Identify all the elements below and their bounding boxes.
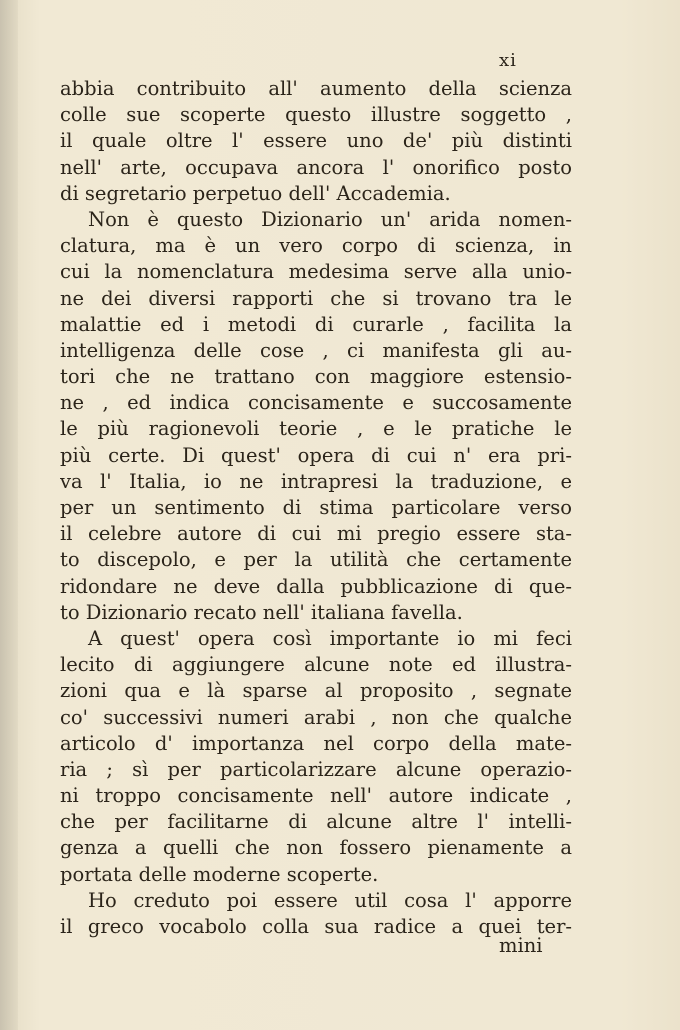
text-line: A quest' opera così importante io mi feci <box>88 626 572 650</box>
text-line: portata delle moderne scoperte. <box>60 862 379 886</box>
text-line: per un sentimento di stima particolare verso <box>60 496 572 519</box>
text-line: clatura, ma è un vero corpo di scienza, in <box>60 234 572 258</box>
text-line: che per facilitarne di alcune altre l' intelli- <box>60 810 572 834</box>
text-line: abbia contribuito all' aumento della scienza <box>60 77 572 100</box>
body-text <box>60 76 572 940</box>
page-number: xi <box>499 50 517 71</box>
text-line: co' successivi numeri arabi , non che qualche <box>60 705 572 729</box>
catchword: mini <box>499 934 543 957</box>
text-line: cui la nomenclatura medesima serve alla unio- <box>60 260 572 284</box>
text-line: nell' arte, occupava ancora l' onorifico posto <box>60 155 572 179</box>
text-line: ne , ed indica concisamente e succosamente <box>60 391 572 415</box>
text-line: ria ; sì per particolarizzare alcune operazio- <box>60 757 572 781</box>
page-binding-edge <box>0 0 18 1030</box>
text-line: Ho creduto poi essere util cosa l' apporre <box>88 888 572 912</box>
text-line: to discepolo, e per la utilità che certamente <box>60 548 572 572</box>
text-line: articolo d' importanza nel corpo della mate- <box>60 731 572 755</box>
text-line: di segretario perpetuo dell' Accademia. <box>60 181 451 205</box>
text-line: tori che ne trattano con maggiore estensio- <box>60 365 572 389</box>
text-line: to Dizionario recato nell' italiana favella. <box>60 600 463 624</box>
text-line: colle sue scoperte questo illustre soggetto , <box>60 103 572 127</box>
text-line: malattie ed i metodi di curarle , facilita la <box>60 312 572 336</box>
text-line: genza a quelli che non fossero pienamente a <box>60 836 572 860</box>
text-line: Non è questo Dizionario un' arida nomen- <box>88 207 572 231</box>
text-line: va l' Italia, io ne intrapresi la traduzione, e <box>60 469 572 493</box>
text-line: il greco vocabolo colla sua radice a quei ter- <box>60 915 572 938</box>
text-line: zioni qua e là sparse al proposito , segnate <box>60 679 572 703</box>
text-line: le più ragionevoli teorie , e le pratiche le <box>60 417 572 441</box>
text-line: ne dei diversi rapporti che si trovano tra le <box>60 286 572 310</box>
text-line: intelligenza delle cose , ci manifesta gli au- <box>60 338 572 362</box>
text-line: il celebre autore di cui mi pregio essere sta- <box>60 522 572 546</box>
text-line: il quale oltre l' essere uno de' più distinti <box>60 129 572 153</box>
text-line: più certe. Di quest' opera di cui n' era pri- <box>60 443 572 467</box>
text-line: ridondare ne deve dalla pubblicazione di que- <box>60 574 572 598</box>
text-line: ni troppo concisamente nell' autore indicate , <box>60 784 572 808</box>
text-line: lecito di aggiungere alcune note ed illustra- <box>60 653 572 677</box>
